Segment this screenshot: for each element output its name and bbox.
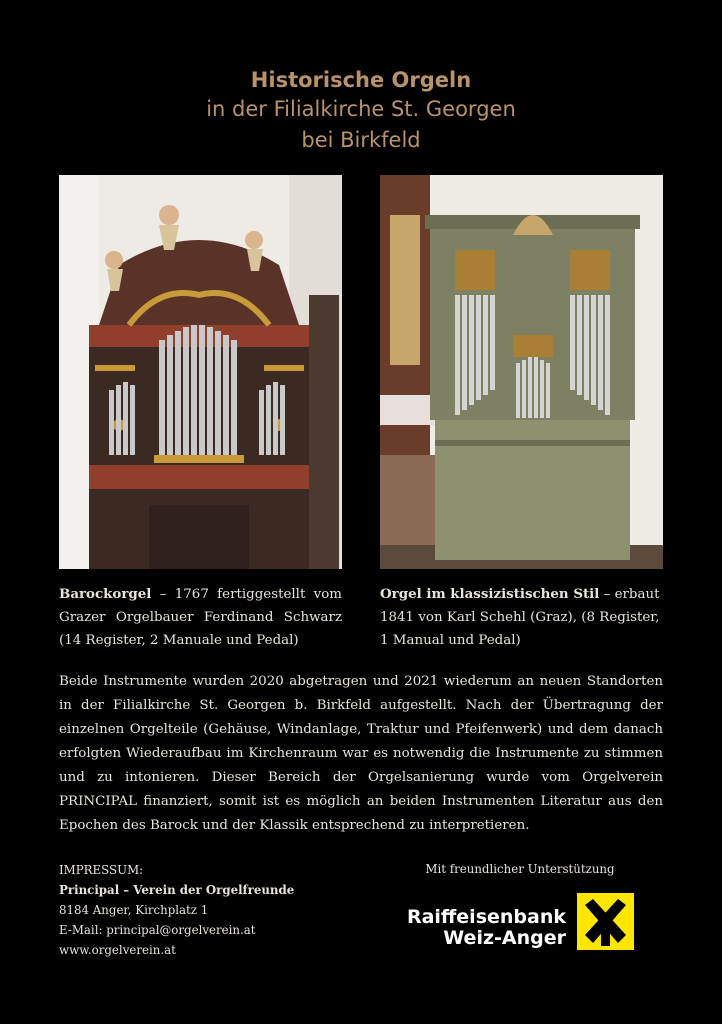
page-title (0, 66, 722, 156)
raiffeisen-gable-cross-icon (577, 893, 634, 950)
impressum-heading: IMPRESSUM: (59, 863, 144, 877)
baroque-organ-title: Barockorgel (59, 586, 152, 602)
bank-name-line-1: Raiffeisenbank (406, 906, 566, 928)
classicist-organ-caption (380, 583, 663, 652)
classicist-organ-text: – erbaut 1841 von Karl Schehl (Graz), (8 Register, 1 Manual und Pedal) (380, 587, 660, 648)
title-line-1: Historische Orgeln (250, 68, 472, 92)
raiffeisen-logo (402, 893, 662, 953)
support-label: Mit freundlicher Unterstützung (425, 862, 615, 876)
impressum-email[interactable]: E-Mail: principal@orgelverein.at (59, 923, 256, 937)
bank-name (402, 907, 566, 949)
baroque-organ-text: – 1767 fertiggestellt vom Grazer Orgelbauer Ferdinand Schwarz (14 Register, 2 Manuale und Pedal) (59, 587, 342, 648)
baroque-organ-photo (59, 175, 342, 569)
baroque-organ-caption (59, 583, 342, 652)
title-line-3: bei Birkfeld (301, 128, 421, 152)
impressum-address: 8184 Anger, Kirchplatz 1 (59, 903, 209, 917)
impressum-org: Principal – Verein der Orgelfreunde (59, 883, 295, 897)
bank-name-line-2: Weiz-Anger (443, 927, 566, 949)
classicist-organ-title: Orgel im klassizistischen Stil (380, 586, 600, 602)
impressum-web[interactable]: www.orgelverein.at (59, 943, 176, 957)
impressum (59, 860, 359, 960)
classicist-organ-photo (380, 175, 663, 569)
title-line-2: in der Filialkirche St. Georgen (206, 97, 516, 121)
body-paragraph: Beide Instrumente wurden 2020 abgetragen und 2021 wiederum an neuen Standorten in der Filialkirche St. Georgen b. Birkfeld aufgestellt. Nach der Übertragung der einzelnen Orgelteile (Gehäuse, Windanlage, Traktur und Pfeifenwerk) und dem danach erfolgten Wiederaufbau im Kirchenraum war es notwendig die Instrumente zu stimmen und zu intonieren. Dieser Bereich der Orgelsanierung wurde vom Orgelverein PRINCIPAL finanziert, somit ist es möglich an beiden Instrumenten Literatur aus den Epochen des Barock und der Klassik entsprechend zu interpretieren. (59, 674, 663, 833)
